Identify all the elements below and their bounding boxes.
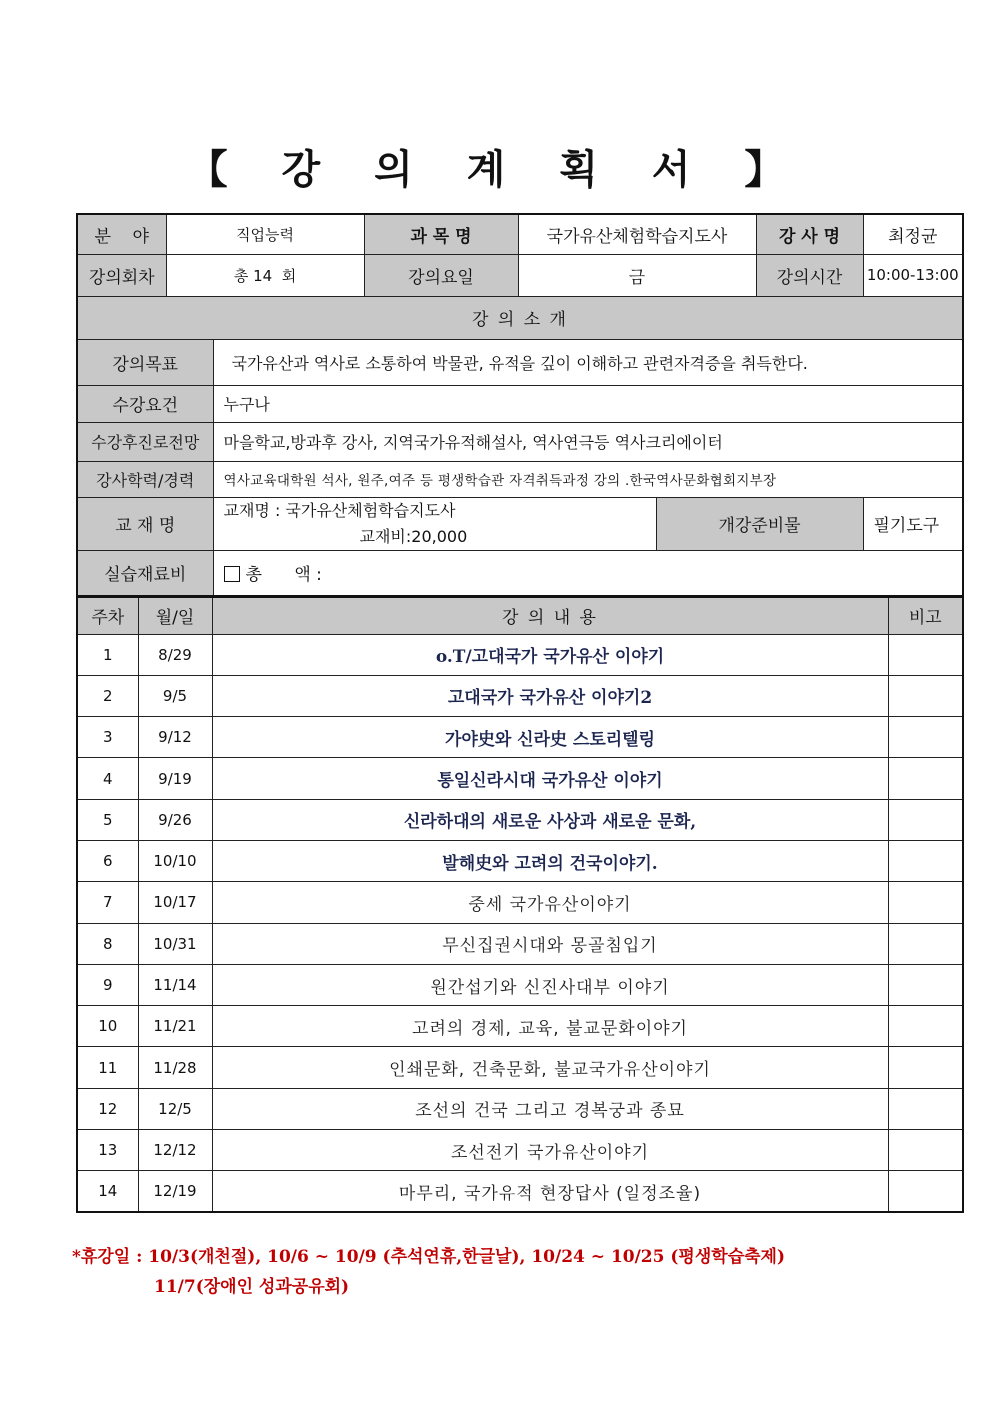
week-cell: 2 bbox=[77, 675, 138, 716]
week-cell: 8 bbox=[77, 923, 138, 964]
content-header: 강 의 내 용 bbox=[212, 597, 888, 634]
bio-value: 역사교육대학원 석사, 원주,여주 등 평생학습관 자격취득과정 강의 .한국역사문화협회지부장 bbox=[213, 461, 963, 497]
content-cell: 무신집권시대와 몽골침입기 bbox=[212, 923, 888, 964]
note-cell bbox=[888, 1088, 963, 1129]
table-row bbox=[77, 1047, 963, 1088]
req-value: 누구나 bbox=[213, 385, 963, 422]
table-row bbox=[77, 1171, 963, 1212]
table-row bbox=[77, 675, 963, 716]
week-cell: 13 bbox=[77, 1130, 138, 1171]
instructor-label: 강 사 명 bbox=[756, 214, 863, 254]
week-cell: 5 bbox=[77, 799, 138, 840]
material-label: 실습재료비 bbox=[77, 550, 213, 596]
table-row bbox=[77, 717, 963, 758]
date-cell: 11/21 bbox=[138, 1006, 212, 1047]
holiday-note-line2: 11/7(장애인 성과공유회) bbox=[154, 1277, 350, 1297]
table-row bbox=[77, 923, 963, 964]
subject-label: 과 목 명 bbox=[364, 214, 518, 254]
week-cell: 10 bbox=[77, 1006, 138, 1047]
note-cell bbox=[888, 1006, 963, 1047]
table-row bbox=[77, 634, 963, 675]
date-cell: 9/19 bbox=[138, 758, 212, 799]
content-cell: o.T/고대국가 국가유산 이야기 bbox=[212, 634, 888, 675]
note-cell bbox=[888, 1171, 963, 1212]
week-header: 주차 bbox=[77, 597, 138, 634]
intro-header: 강 의 소 개 bbox=[77, 296, 963, 339]
material-cell bbox=[213, 550, 963, 596]
week-cell: 11 bbox=[77, 1047, 138, 1088]
content-cell: 조선의 건국 그리고 경복궁과 종묘 bbox=[212, 1088, 888, 1129]
career-value: 마을학교,방과후 강사, 지역국가유적해설사, 역사연극등 역사크리에이터 bbox=[213, 422, 963, 461]
table-row bbox=[77, 758, 963, 799]
content-cell: 마무리, 국가유적 현장답사 (일정조율) bbox=[212, 1171, 888, 1212]
goal-value: 국가유산과 역사로 소통하여 박물관, 유적을 깊이 이해하고 관련자격증을 취득한다. bbox=[213, 339, 963, 385]
week-cell: 4 bbox=[77, 758, 138, 799]
table-row bbox=[77, 964, 963, 1005]
prep-label: 개강준비물 bbox=[656, 497, 863, 550]
textbook-price: 교재비:20,000 bbox=[359, 526, 468, 546]
date-cell: 12/5 bbox=[138, 1088, 212, 1129]
content-cell: 통일신라시대 국가유산 이야기 bbox=[212, 758, 888, 799]
goal-label: 강의목표 bbox=[77, 339, 213, 385]
field-label: 분 야 bbox=[77, 214, 166, 254]
week-cell: 7 bbox=[77, 882, 138, 923]
textbook-label: 교 재 명 bbox=[77, 497, 213, 550]
note-cell bbox=[888, 1130, 963, 1171]
note-header: 비고 bbox=[888, 597, 963, 634]
date-cell: 9/26 bbox=[138, 799, 212, 840]
table-row bbox=[77, 1006, 963, 1047]
textbook-name: 교재명 : 국가유산체험학습지도사 bbox=[223, 500, 456, 520]
note-cell bbox=[888, 964, 963, 1005]
material-value: 총 액 : bbox=[245, 565, 322, 586]
req-label: 수강요건 bbox=[77, 385, 213, 422]
week-cell: 12 bbox=[77, 1088, 138, 1129]
week-cell: 1 bbox=[77, 634, 138, 675]
sessions-value: 총 14 회 bbox=[166, 254, 364, 296]
sessions-label: 강의회차 bbox=[77, 254, 166, 296]
date-cell: 10/17 bbox=[138, 882, 212, 923]
time-label: 강의시간 bbox=[756, 254, 863, 296]
instructor-value: 최정균 bbox=[863, 214, 963, 254]
field-value: 직업능력 bbox=[166, 214, 364, 254]
subject-value: 국가유산체험학습지도사 bbox=[518, 214, 756, 254]
week-cell: 9 bbox=[77, 964, 138, 1005]
bio-label: 강사학력/경력 bbox=[77, 461, 213, 497]
date-cell: 9/12 bbox=[138, 717, 212, 758]
content-cell: 발해史와 고려의 건국이야기. bbox=[212, 840, 888, 881]
date-cell: 10/10 bbox=[138, 840, 212, 881]
day-value: 금 bbox=[518, 254, 756, 296]
content-cell: 신라하대의 새로운 사상과 새로운 문화, bbox=[212, 799, 888, 840]
date-cell: 9/5 bbox=[138, 675, 212, 716]
note-cell bbox=[888, 882, 963, 923]
prep-value: 필기도구 bbox=[863, 497, 963, 550]
table-row bbox=[77, 799, 963, 840]
time-value: 10:00-13:00 bbox=[863, 254, 963, 296]
table-row bbox=[77, 840, 963, 881]
content-cell: 고대국가 국가유산 이야기2 bbox=[212, 675, 888, 716]
note-cell bbox=[888, 799, 963, 840]
info-table bbox=[76, 213, 964, 597]
checkbox-icon bbox=[224, 566, 240, 582]
holiday-note-line1: *휴강일 : 10/3(개천절), 10/6 ~ 10/9 (추석연휴,한글날), 10/24 ~ 10/25 (평생학습축제) bbox=[72, 1247, 786, 1267]
date-cell: 12/12 bbox=[138, 1130, 212, 1171]
content-cell: 인쇄문화, 건축문화, 불교국가유산이야기 bbox=[212, 1047, 888, 1088]
table-row bbox=[77, 882, 963, 923]
career-label: 수강후진로전망 bbox=[77, 422, 213, 461]
date-cell: 11/28 bbox=[138, 1047, 212, 1088]
textbook-cell bbox=[213, 497, 656, 550]
note-cell bbox=[888, 1047, 963, 1088]
content-cell: 고려의 경제, 교육, 불교문화이야기 bbox=[212, 1006, 888, 1047]
day-label: 강의요일 bbox=[364, 254, 518, 296]
note-cell bbox=[888, 840, 963, 881]
page-title: 【 강 의 계 획 서 】 bbox=[187, 147, 805, 193]
table-row bbox=[77, 1088, 963, 1129]
note-cell bbox=[888, 758, 963, 799]
week-cell: 3 bbox=[77, 717, 138, 758]
content-cell: 조선전기 국가유산이야기 bbox=[212, 1130, 888, 1171]
note-cell bbox=[888, 634, 963, 675]
table-row bbox=[77, 1130, 963, 1171]
date-cell: 8/29 bbox=[138, 634, 212, 675]
date-header: 월/일 bbox=[138, 597, 212, 634]
content-cell: 중세 국가유산이야기 bbox=[212, 882, 888, 923]
note-cell bbox=[888, 717, 963, 758]
week-cell: 14 bbox=[77, 1171, 138, 1212]
week-cell: 6 bbox=[77, 840, 138, 881]
note-cell bbox=[888, 675, 963, 716]
content-cell: 원간섭기와 신진사대부 이야기 bbox=[212, 964, 888, 1005]
note-cell bbox=[888, 923, 963, 964]
date-cell: 10/31 bbox=[138, 923, 212, 964]
date-cell: 11/14 bbox=[138, 964, 212, 1005]
date-cell: 12/19 bbox=[138, 1171, 212, 1212]
content-cell: 가야史와 신라史 스토리텔링 bbox=[212, 717, 888, 758]
schedule-table bbox=[76, 596, 964, 1213]
